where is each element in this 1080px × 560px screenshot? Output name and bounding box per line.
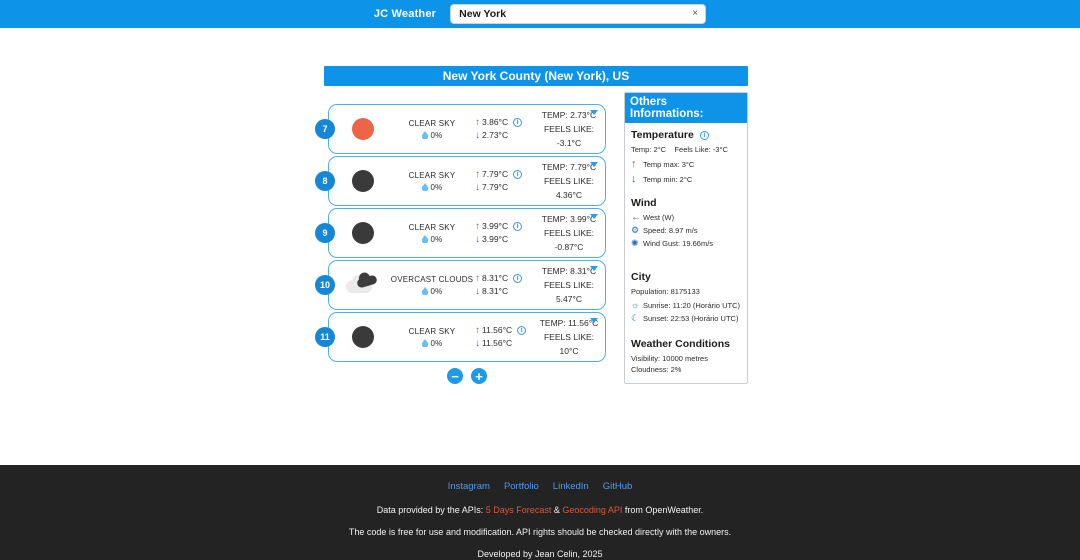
temperature-max-row bbox=[631, 159, 741, 170]
forecast-temp-max: 3.86°C bbox=[482, 117, 509, 127]
others-information-panel bbox=[624, 92, 748, 384]
footer-link-linkedin[interactable]: LinkedIn bbox=[552, 481, 589, 492]
forecast-temp-max: 3.99°C bbox=[482, 221, 509, 231]
forecast-temp: TEMP: 8.31°C bbox=[541, 266, 597, 276]
temperature-current-row bbox=[631, 144, 741, 155]
arrow-down-icon: ↓ bbox=[475, 337, 480, 349]
precipitation-value: 0% bbox=[430, 182, 443, 192]
forecast-card[interactable] bbox=[320, 312, 606, 362]
weather-icon-moon bbox=[337, 326, 389, 348]
city-title-text: City bbox=[631, 271, 651, 283]
forecast-description-group bbox=[389, 119, 475, 140]
forecast-temp-min: 2.73°C bbox=[482, 130, 509, 140]
forecast-card[interactable] bbox=[322, 208, 606, 258]
page-footer bbox=[0, 465, 1080, 560]
footer-social-links bbox=[0, 481, 1080, 492]
info-icon[interactable]: i bbox=[513, 118, 522, 127]
precipitation-group bbox=[389, 183, 475, 192]
precipitation-value: 0% bbox=[430, 286, 443, 296]
forecast-temp: TEMP: 3.99°C bbox=[541, 214, 597, 224]
city-sunrise-row bbox=[631, 300, 741, 311]
info-icon[interactable]: i bbox=[517, 326, 526, 335]
precipitation-group bbox=[389, 287, 475, 296]
forecast-temp-min: 3.99°C bbox=[482, 234, 509, 244]
forecast-card[interactable] bbox=[322, 104, 606, 154]
city-title-banner: New York County (New York), US bbox=[324, 66, 748, 86]
conditions-section-title bbox=[631, 338, 741, 350]
wind-direction-row bbox=[631, 212, 741, 223]
arrow-down-icon: ↓ bbox=[631, 173, 637, 185]
city-sunrise: Sunrise: 11:20 (Horário UTC) bbox=[643, 301, 740, 310]
forecast-card[interactable] bbox=[322, 156, 606, 206]
precipitation-group bbox=[389, 131, 475, 140]
forecast-description: CLEAR SKY bbox=[408, 118, 456, 128]
footer-link-portfolio[interactable]: Portfolio bbox=[503, 481, 539, 492]
forecast-description: CLEAR SKY bbox=[408, 222, 456, 232]
sunrise-icon: ☼ bbox=[631, 300, 640, 310]
footer-api-prefix: Data provided by the APIs: bbox=[376, 505, 486, 515]
arrow-down-icon: ↓ bbox=[475, 181, 480, 193]
sunset-icon: ☾ bbox=[631, 313, 640, 323]
wind-gust: Wind Gust: 19.66m/s bbox=[643, 239, 714, 248]
forecast-feels-like: FEELS LIKE: 10°C bbox=[543, 332, 595, 356]
clear-search-icon[interactable]: × bbox=[689, 8, 701, 20]
forecast-temp-min: 11.56°C bbox=[482, 338, 513, 348]
panel-header: Others Informations: bbox=[625, 93, 747, 123]
city-sunset: Sunset: 22:53 (Horário UTC) bbox=[643, 314, 739, 323]
city-sunset-row bbox=[631, 313, 741, 324]
wind-direction: West (W) bbox=[643, 213, 675, 222]
panel-spacer bbox=[631, 249, 741, 265]
remove-day-button[interactable]: − bbox=[447, 368, 463, 384]
app-brand: JC Weather bbox=[373, 8, 437, 20]
weather-icon-cloud bbox=[337, 274, 389, 296]
precipitation-value: 0% bbox=[430, 130, 443, 140]
arrow-down-icon: ↓ bbox=[475, 233, 480, 245]
arrow-down-icon: ↓ bbox=[475, 129, 480, 141]
forecast-temp: TEMP: 7.79°C bbox=[541, 162, 597, 172]
temperature-min: Temp min: 2°C bbox=[643, 175, 693, 184]
forecast-minmax-group bbox=[475, 168, 539, 194]
arrow-down-icon: ↓ bbox=[475, 285, 480, 297]
forecast-description: CLEAR SKY bbox=[408, 170, 456, 180]
arrow-up-icon: ↑ bbox=[475, 168, 480, 180]
temperature-section-title bbox=[631, 129, 741, 141]
wind-gust-icon: ✺ bbox=[631, 238, 639, 248]
water-drop-icon bbox=[422, 131, 429, 139]
city-population: Population: 8175133 bbox=[631, 287, 700, 296]
temperature-feels-like: Feels Like: -3°C bbox=[674, 145, 728, 154]
temperature-current: Temp: 2°C bbox=[631, 145, 667, 154]
temperature-min-row bbox=[631, 174, 741, 185]
footer-link-github[interactable]: GitHub bbox=[602, 481, 633, 492]
forecast-minmax-group bbox=[475, 220, 539, 246]
search-container bbox=[450, 4, 706, 24]
forecast-temp: TEMP: 2.73°C bbox=[541, 110, 597, 120]
forecast-minmax-group bbox=[475, 116, 539, 142]
water-drop-icon bbox=[422, 339, 429, 347]
search-input[interactable] bbox=[450, 4, 706, 24]
footer-api-line bbox=[0, 505, 1080, 515]
expand-card-chevron-down-icon[interactable] bbox=[590, 214, 598, 219]
expand-card-chevron-down-icon[interactable] bbox=[590, 318, 598, 323]
forecast-description: CLEAR SKY bbox=[408, 326, 456, 336]
forecast-index-badge: 7 bbox=[315, 119, 335, 139]
wind-speed: Speed: 8.97 m/s bbox=[643, 226, 698, 235]
forecast-index-badge: 11 bbox=[315, 327, 335, 347]
footer-api-separator: & bbox=[551, 505, 563, 515]
temperature-max: Temp max: 3°C bbox=[643, 160, 695, 169]
weather-icon-moon bbox=[337, 170, 389, 192]
water-drop-icon bbox=[422, 235, 429, 243]
precipitation-group bbox=[389, 339, 475, 348]
weather-icon-sun bbox=[337, 118, 389, 140]
forecast-description-group bbox=[389, 171, 475, 192]
forecast-minmax-group bbox=[475, 272, 539, 298]
page-content bbox=[0, 28, 1080, 465]
forecast-card[interactable] bbox=[319, 260, 606, 310]
wind-title-text: Wind bbox=[631, 197, 657, 209]
wind-gust-row bbox=[631, 238, 741, 249]
wind-speed-row bbox=[631, 225, 741, 236]
forecast-description: OVERCAST CLOUDS bbox=[390, 274, 474, 284]
arrow-up-icon: ↑ bbox=[475, 220, 480, 232]
conditions-cloudness-row bbox=[631, 364, 741, 375]
precipitation-value: 0% bbox=[430, 338, 443, 348]
forecast-index-badge: 10 bbox=[315, 275, 335, 295]
wind-speed-icon: ⚙ bbox=[631, 225, 640, 235]
info-icon[interactable]: i bbox=[513, 222, 522, 231]
footer-license-line: The code is free for use and modification. API rights should be checked directly with the owners. bbox=[348, 527, 732, 537]
footer-link-forecast-api[interactable]: 5 Days Forecast bbox=[485, 505, 552, 515]
precipitation-value: 0% bbox=[430, 234, 443, 244]
forecast-temp-max: 11.56°C bbox=[482, 325, 513, 335]
temperature-title-text: Temperature bbox=[631, 129, 694, 141]
conditions-visibility: Visibility: 10000 metres bbox=[631, 354, 708, 363]
expand-card-chevron-down-icon[interactable] bbox=[590, 266, 598, 271]
forecast-feels-like: FEELS LIKE: 4.36°C bbox=[543, 176, 595, 200]
arrow-up-icon: ↑ bbox=[475, 272, 480, 284]
conditions-cloudness: Cloudness: 2% bbox=[631, 365, 682, 374]
footer-credit-line: Developed by Jean Celin, 2025 bbox=[477, 549, 603, 559]
forecast-temp-max: 8.31°C bbox=[482, 273, 509, 283]
weather-icon-moon bbox=[337, 222, 389, 244]
expand-card-chevron-down-icon[interactable] bbox=[590, 110, 598, 115]
water-drop-icon bbox=[422, 287, 429, 295]
forecast-temp-min: 7.79°C bbox=[482, 182, 509, 192]
city-population-row bbox=[631, 286, 741, 297]
forecast-description-group bbox=[389, 223, 475, 244]
info-icon[interactable]: i bbox=[513, 274, 522, 283]
forecast-temp-min: 8.31°C bbox=[482, 286, 509, 296]
forecast-feels-like: FEELS LIKE: -3.1°C bbox=[543, 124, 595, 148]
water-drop-icon bbox=[422, 183, 429, 191]
arrow-up-icon: ↑ bbox=[475, 324, 480, 336]
forecast-description-group bbox=[389, 275, 475, 296]
panel-body bbox=[625, 123, 747, 375]
forecast-minmax-group bbox=[475, 324, 539, 350]
info-icon[interactable]: i bbox=[513, 170, 522, 179]
conditions-title-text: Weather Conditions bbox=[631, 338, 730, 350]
conditions-visibility-row bbox=[631, 353, 741, 364]
info-icon[interactable]: i bbox=[700, 131, 709, 140]
arrow-left-icon: ← bbox=[631, 212, 641, 223]
arrow-up-icon: ↑ bbox=[475, 116, 480, 128]
footer-link-geocoding-api[interactable]: Geocoding API bbox=[562, 505, 623, 515]
forecast-index-badge: 9 bbox=[315, 223, 335, 243]
forecast-zoom-controls bbox=[328, 368, 606, 384]
top-navbar bbox=[0, 0, 1080, 28]
forecast-temp-max: 7.79°C bbox=[482, 169, 509, 179]
precipitation-group bbox=[389, 235, 475, 244]
wind-section-title bbox=[631, 197, 741, 209]
city-section-title bbox=[631, 271, 741, 283]
add-day-button[interactable]: + bbox=[471, 368, 487, 384]
arrow-up-icon: ↑ bbox=[631, 158, 637, 170]
forecast-feels-like: FEELS LIKE: 5.47°C bbox=[543, 280, 595, 304]
footer-api-suffix: from OpenWeather. bbox=[622, 505, 704, 515]
footer-link-instagram[interactable]: Instagram bbox=[447, 481, 490, 492]
forecast-index-badge: 8 bbox=[315, 171, 335, 191]
forecast-feels-like: FEELS LIKE: -0.87°C bbox=[543, 228, 595, 252]
forecast-temp: TEMP: 11.56°C bbox=[539, 318, 599, 328]
forecast-description-group bbox=[389, 327, 475, 348]
expand-card-chevron-down-icon[interactable] bbox=[590, 162, 598, 167]
forecast-list bbox=[319, 104, 606, 384]
